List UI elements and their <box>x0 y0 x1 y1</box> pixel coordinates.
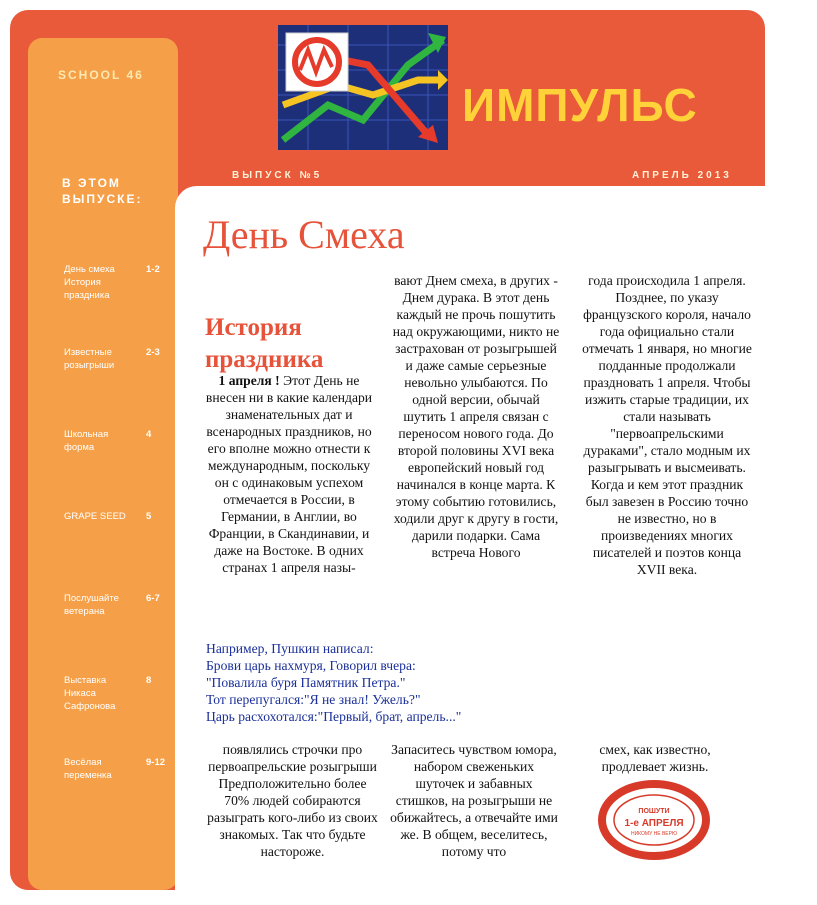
poem-line: "Повалила буря Памятник Петра." <box>206 675 406 690</box>
bottom-column-3: смех, как известно, продлевает жизнь. <box>599 742 711 774</box>
article-subhead: История праздника <box>205 314 324 373</box>
bottom-column-1: появлялись строчки про первоапрельские розыгрыши Предположительно более 70% людей собираются разыграть кого-либо из своих знакомых. Так что будьте настороже. <box>207 742 378 859</box>
toc-item-title: Известные розыгрыши <box>64 347 115 371</box>
toc-item-pages: 5 <box>146 511 152 522</box>
stamp-bottom-text: НИКОМУ НЕ ВЕРЮ <box>630 831 678 837</box>
toc-item-title: GRAPE SEED <box>64 511 126 522</box>
toc-item-pages: 4 <box>146 429 152 440</box>
article-column-2: вают Днем смеха, в других - Днем дурака. В этот день каждый не прочь пошутить над окружающими, никто не застрахован от розыгрышей и даже самые серьезные невольно улыбаются. По одной версии, обычай шутить 1 апреля связан с переносом нового года. До второй половины XVI века европейский новый год начинался в конце марта. К этому событию готовились, ходили друг к другу в гости, дарили подарки. Сама встреча Нового <box>392 273 560 560</box>
toc-item-pages: 2-3 <box>146 347 160 358</box>
poem-line: Царь расхохотался:"Первый, брат, апрель..." <box>206 709 462 724</box>
issue-number: ВЫПУСК №5 <box>232 170 323 181</box>
poem-line: Тот перепугался:"Я не знал! Ужель?" <box>206 692 421 707</box>
stamp-top-text: ПОШУТИ <box>638 808 670 815</box>
school-label: SCHOOL 46 <box>58 68 144 82</box>
toc-heading: В ЭТОМ ВЫПУСКЕ: <box>62 176 143 206</box>
toc-item-title: Выставка Никаса Сафронова <box>64 675 116 712</box>
magazine-title: ИМПУЛЬС <box>462 79 698 131</box>
article-column-3: года происходила 1 апреля. Позднее, по указу французского короля, начало года официально стали отмечать 1 января, но многие подданные продолжали праздновать 1 апреля. Чтобы изжить старые традиции, их стали называть "первоапрельскими дураками", стало модным их разыгрывать и высмеивать. Когда и кем этот праздник был завезен в Россию точно не известно, но в произведениях многих писателей и поэтов конца XVII века. <box>582 273 752 577</box>
april-fools-stamp <box>598 780 710 860</box>
issue-date: АПРЕЛЬ 2013 <box>632 170 732 181</box>
chart-arrows-illustration <box>278 25 448 150</box>
column-1-text: Этот День не внесен ни в какие календари знаменательных дат и всенародных праздников, но его вполне можно отнести к международным, поскольку он с одинаковым успехом отмечается в России, в Германии, в Англии, во Франции, в Скандинавии, и даже на Востоке. В одних странах 1 апреля назы- <box>205 373 373 575</box>
toc-item-title: Послушайте ветерана <box>64 593 119 617</box>
article-lead: 1 апреля ! <box>218 373 280 388</box>
toc-item-pages: 9-12 <box>146 757 166 768</box>
toc-item-title: День смеха История праздника <box>64 264 115 301</box>
masthead-logo <box>278 25 448 150</box>
toc-item-pages: 6-7 <box>146 593 160 604</box>
article-headline: День Смеха <box>203 212 405 257</box>
article-column-1 <box>200 372 378 576</box>
toc-item-title: Весёлая переменка <box>64 757 112 781</box>
toc-item-pages: 1-2 <box>146 264 160 275</box>
toc-item-pages: 8 <box>146 675 152 686</box>
poem-line: Например, Пушкин написал: <box>206 641 374 656</box>
poem-quote <box>206 640 536 725</box>
toc-item-title: Школьная форма <box>64 429 109 453</box>
bottom-column-2: Запаситесь чувством юмора, набором свеженьких шуточек и забавных стишков, на розыгрыши не обижайтесь, а отвечайте ими же. В общем, веселитесь, потому что <box>390 742 558 859</box>
stamp-main-text: 1-е АПРЕЛЯ <box>624 818 684 829</box>
poem-line: Брови царь нахмуря, Говорил вчера: <box>206 658 416 673</box>
